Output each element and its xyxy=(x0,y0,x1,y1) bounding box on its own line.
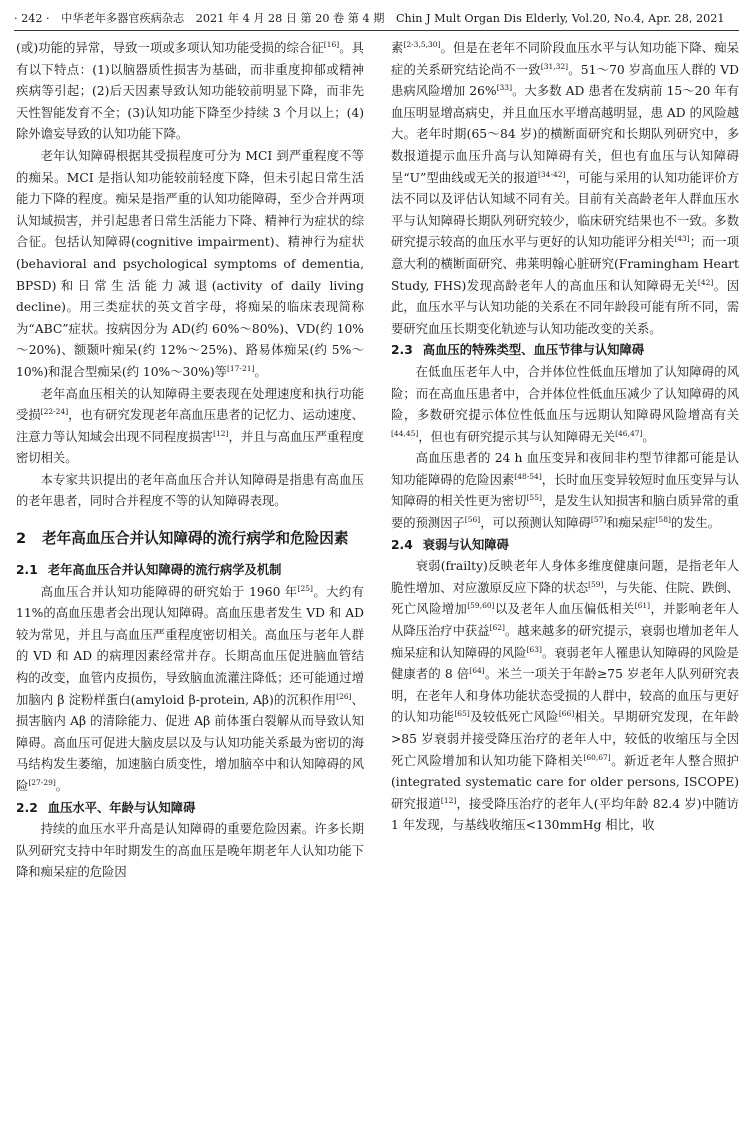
running-header xyxy=(14,10,739,31)
citation: [34-42] xyxy=(537,169,566,179)
citation: [22-24] xyxy=(40,407,69,417)
citation: [16] xyxy=(323,40,340,49)
journal-title-en: Chin J Mult Organ Dis Elderly, Vol.20, No.4, Apr. 28, 2021 xyxy=(395,12,725,25)
paragraph: 在低血压老年人中，合并体位性低血压增加了认知障碍的风险；而在高血压患者中，合并体位性低血压减少了认知障碍的风险，多数研究提示体位性低血压与远期认知障碍风险增高有关[44,45]，但也有研究提示其与认知障碍无关[46,47]。 xyxy=(391,364,739,444)
citation: [57] xyxy=(590,515,607,525)
paragraph: 老年认知障碍根据其受损程度可分为 MCI 到严重程度不等的痴呆。MCI 是指认知功能较前轻度下降，但未引起日常生活能力下降的程度。痴呆是指严重的认知功能障碍，至少合并两项认知域损害，并引起患者日常生活能力下降、精神行为症状的综合征。包括认知障碍(cognitive impairment)、精神行为症状(behavioral and psychological symptoms of dementia, BPSD)和日常生活能力减退(activity of daily living decline)。用三类症状的英文首字母，将痴呆的临床表现简称为“ABC”症状。按病因分为 AD(约 60%～80%)、VD(约 10%～20%)、额颞叶痴呆(约 12%～25%)、路易体痴呆(约 5%～10%)和混合型痴呆(约 10%～30%)等[17-21]。 xyxy=(16,148,364,379)
subsection-heading: 2.3 高血压的特殊类型、血压节律与认知障碍 xyxy=(391,343,645,358)
paragraph: 本专家共识提出的老年高血压合并认知障碍是指患有高血压的老年患者，同时合并程度不等的认知障碍表现。 xyxy=(16,472,364,509)
citation: [26] xyxy=(336,691,352,701)
citation: [12] xyxy=(213,428,229,438)
citation: [66] xyxy=(558,709,575,719)
citation: [56] xyxy=(464,515,481,525)
left-column xyxy=(16,38,364,1114)
citation: [58] xyxy=(655,515,671,525)
issue-date: 2021 年 4 月 28 日 第 20 卷 第 4 期 xyxy=(195,12,385,25)
paragraph: 老年高血压相关的认知障碍主要表现在处理速度和执行功能受损[22-24]，也有研究发现老年高血压患者的记忆力、运动速度、注意力等认知域会出现不同程度损害[12]，并且与高血压严重程度密切相关。 xyxy=(16,386,364,466)
citation: [44,45] xyxy=(391,428,419,438)
citation: [64] xyxy=(469,666,485,676)
subsection-heading: 2.2 血压水平、年龄与认知障碍 xyxy=(16,800,196,815)
citation: [62] xyxy=(489,623,505,633)
paragraph: 衰弱(frailty)反映老年人身体多维度健康问题，是指老年人脆性增加、对应激原反应下降的状态[59]，与失能、住院、跌倒、死亡风险增加[59,60]以及老年人血压偏低相关[61]，并影响老年人从降压治疗中获益[62]。越来越多的研究提示，衰弱也增加老年人痴呆症和认知障碍的风险[63]。衰弱老年人罹患认知障碍的风险是健康者的 8 倍[64]。米兰一项关于年龄≥75 岁老年人队列研究表明，在老年人和身体功能状态受损的人群中，较高的血压与更好的认知功能[65]及较低死亡风险[66]相关。早期研究发现，在年龄>85 岁衰弱并接受降压治疗的老年人中，较低的收缩压与全因死亡风险增加和认知功能下降相关[60,67]。新近老年人整合照护(integrated systematic care for older persons, ISCOPE)研究报道[12]，接受降压治疗的老年人(平均年龄 82.4 岁)中随访 1 年发现，与基线收缩压<130mmHg 相比，收 xyxy=(391,559,739,833)
citation: [60,67] xyxy=(583,752,611,762)
subsection-heading: 2.1 老年高血压合并认知障碍的流行病学及机制 xyxy=(16,563,282,578)
paragraph: 高血压合并认知功能障碍的研究始于 1960 年[25]。大约有 11%的高血压患者会出现认知障碍。高血压患者发生 VD 和 AD 较为常见，并且与高血压严重程度密切相关。高血压与老年人群的 VD 和 AD 的病理因素经常并存。长期高血压促进脑血管结构的改变，血管内皮损伤，导致脑血流灌注降低；还可能通过增加脑内 β 淀粉样蛋白(amyloid β-protein, Aβ)的沉积作用[26]、损害脑内 Aβ 的清除能力、促进 Aβ 前体蛋白裂解从而导致认知障碍。高血压可促进大脑皮层以及与认知功能关系最为密切的海马结构发生萎缩，加速脑白质变性，增加脑卒中和认知障碍的风险[27-29]。 xyxy=(16,583,364,793)
citation: [25] xyxy=(297,583,313,593)
citation: [65] xyxy=(454,709,470,719)
paragraph: (或)功能的异常，导致一项或多项认知功能受损的综合征[16]。具有以下特点：(1)以脑器质性损害为基础，而非重度抑郁或精神疾病等引起；(2)后天因素导致认知功能较前明显下降，而非先天性智能发育不全；(3)认知功能下降至少持续 3 个月以上；(4)除外谵妄导致的认知功能下降。 xyxy=(16,40,364,142)
citation: [12] xyxy=(440,795,457,805)
citation: [17-21] xyxy=(226,363,255,373)
right-column xyxy=(391,38,739,1114)
section-heading: 2 老年高血压合并认知障碍的流行病学和危险因素 xyxy=(16,530,349,548)
citation: [43] xyxy=(674,234,690,244)
page-number: · 242 · xyxy=(14,12,50,25)
paragraph: 素[2-3,5,30]。但是在老年不同阶段血压水平与认知功能下降、痴呆症的关系研究结论尚不一致[31,32]。51～70 岁高血压人群的 VD 患病风险增加 26%[33]。大多数 AD 患者在发病前 15～20 年有血压明显增高病史，并且血压水平增高越明显，患 AD 的风险越大。老年时期(65～84 岁)的横断面研究和长期队列研究中，多数报道提示血压升高与认知障碍有关，但也有血压与认知障碍呈“U”型曲线或无关的报道[34-42]，可能与采用的认知功能评价方法不同以及评估认知域不同有关。目前有关高龄老年人群血压水平与认知障碍长期队列研究较少，临床研究结果也不一致。多数研究提示较高的血压水平与更好的认知功能评分相关[43]；而一项意大利的横断面研究、弗莱明翰心脏研究(Framingham Heart Study, FHS)发现高龄老年人的高血压和认知障碍无关[42]。因此，血压水平与认知功能的关系在不同年龄段可能有所不同，需要研究血压长期变化轨迹与认知功能改变的关系。 xyxy=(391,40,739,336)
citation: [2-3,5,30] xyxy=(403,40,441,49)
citation: [59,60] xyxy=(467,601,495,611)
citation: [42] xyxy=(697,277,714,287)
journal-title: 中华老年多器官疾病杂志 xyxy=(61,12,185,25)
citation: [31,32] xyxy=(540,61,569,71)
citation: [55] xyxy=(526,493,542,503)
citation: [46,47] xyxy=(615,428,643,438)
subsection-heading: 2.4 衰弱与认知障碍 xyxy=(391,537,509,552)
citation: [61] xyxy=(634,601,651,611)
paragraph: 高血压患者的 24 h 血压变异和夜间非杓型节律都可能是认知功能障碍的危险因素[48-54]，长时血压变异较短时血压变异与认知障碍的相关性更为密切[55]，是发生认知损害和脑白质异常的重要的预测因子[56]，可以预测认知障碍[57]和痴呆症[58]的发生。 xyxy=(391,451,739,531)
citation: [59] xyxy=(588,579,604,589)
paragraph: 持续的血压水平升高是认知障碍的重要危险因素。许多长期队列研究支持中年时期发生的高血压是晚年期老年人认知功能下降和痴呆症的危险因 xyxy=(16,822,364,880)
citation: [33] xyxy=(496,83,512,93)
citation: [48-54] xyxy=(514,471,542,481)
citation: [63] xyxy=(526,644,542,654)
citation: [27-29] xyxy=(28,778,56,787)
